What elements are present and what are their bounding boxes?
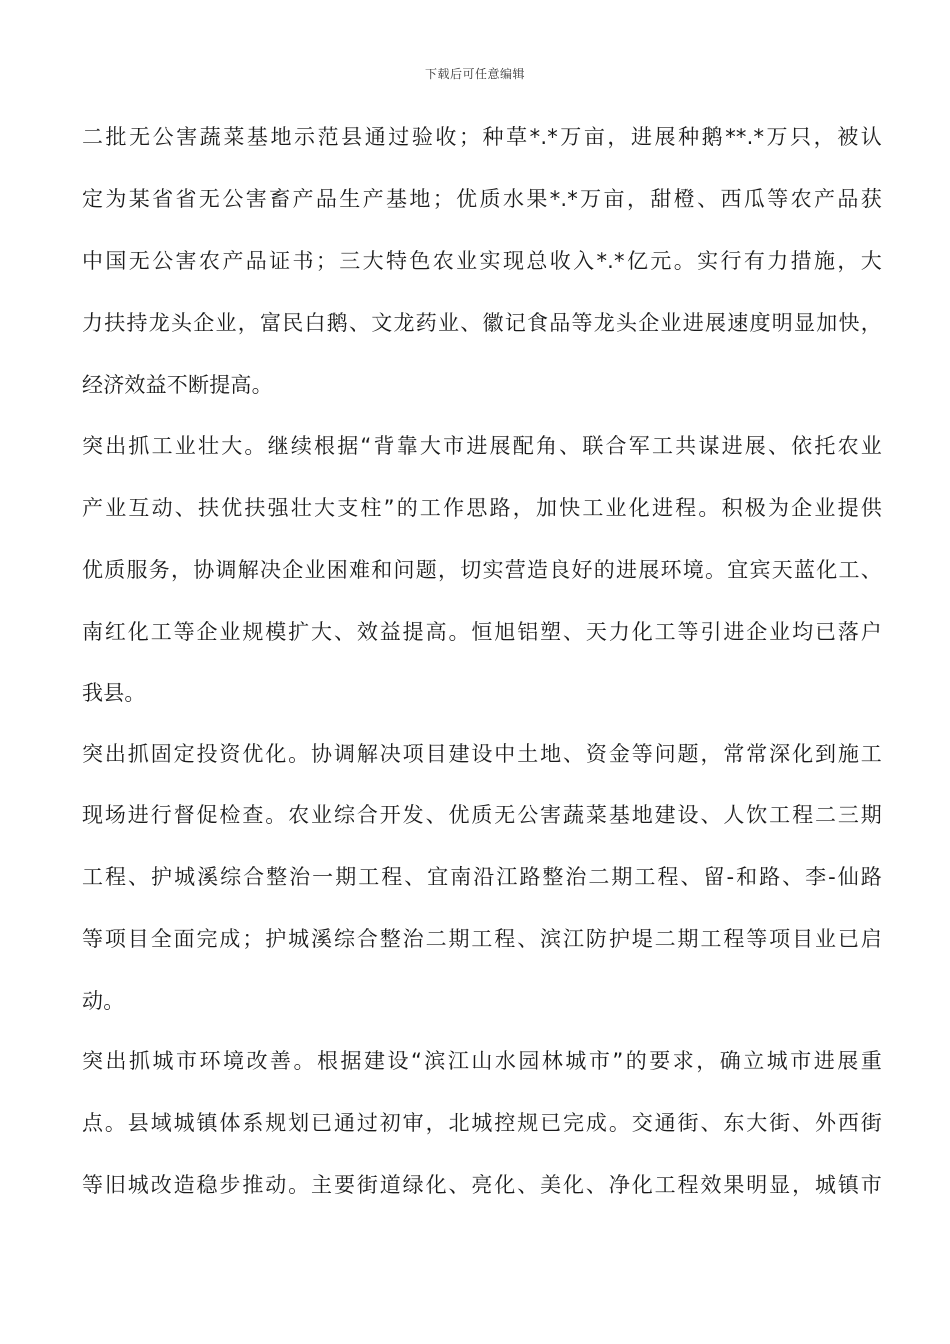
body-line: 突出抓城市环境改善。根据建设“滨江山水园林城市”的要求，确立城市进展重 [82, 1049, 882, 1073]
body-line: 突出抓固定投资优化。协调解决项目建设中土地、资金等问题，常常深化到施工 [82, 742, 882, 766]
body-line: 力扶持龙头企业，富民白鹅、文龙药业、徽记食品等龙头企业进展速度明显加快， [82, 311, 882, 335]
body-line: 经济效益不断提高。 [82, 373, 273, 397]
body-line: 二批无公害蔬菜基地示范县通过验收；种草*.*万亩，进展种鹅**.*万只，被认 [82, 125, 882, 149]
body-line: 等项目全面完成；护城溪综合整治二期工程、滨江防护堤二期工程等项目业已启 [82, 927, 882, 951]
body-line: 突出抓工业壮大。继续根据“背靠大市进展配角、联合军工共谋进展、依托农业 [82, 434, 882, 458]
body-line: 南红化工等企业规模扩大、效益提高。恒旭铝塑、天力化工等引进企业均已落户 [82, 620, 882, 644]
body-line: 定为某省省无公害畜产品生产基地；优质水果*.*万亩，甜橙、西瓜等农产品获 [82, 187, 882, 211]
body-line: 动。 [82, 989, 125, 1013]
body-line: 产业互动、扶优扶强壮大支柱”的工作思路，加快工业化进程。积极为企业提供 [82, 496, 882, 520]
page-header: 下载后可任意编辑 [424, 67, 525, 81]
body-line: 优质服务，协调解决企业困难和问题，切实营造良好的进展环境。宜宾天蓝化工、 [82, 558, 882, 582]
body-line: 现场进行督促检查。农业综合开发、优质无公害蔬菜基地建设、人饮工程二三期 [82, 803, 882, 827]
body-line: 我县。 [82, 681, 146, 705]
body-line: 工程、护城溪综合整治一期工程、宜南沿江路整治二期工程、留-和路、李-仙路 [82, 865, 882, 889]
body-line: 等旧城改造稳步推动。主要街道绿化、亮化、美化、净化工程效果明显，城镇市 [82, 1173, 882, 1197]
body-line: 点。县域城镇体系规划已通过初审，北城控规已完成。交通街、东大街、外西街 [82, 1111, 882, 1135]
body-line: 中国无公害农产品证书；三大特色农业实现总收入*.*亿元。实行有力措施，大 [82, 249, 882, 273]
